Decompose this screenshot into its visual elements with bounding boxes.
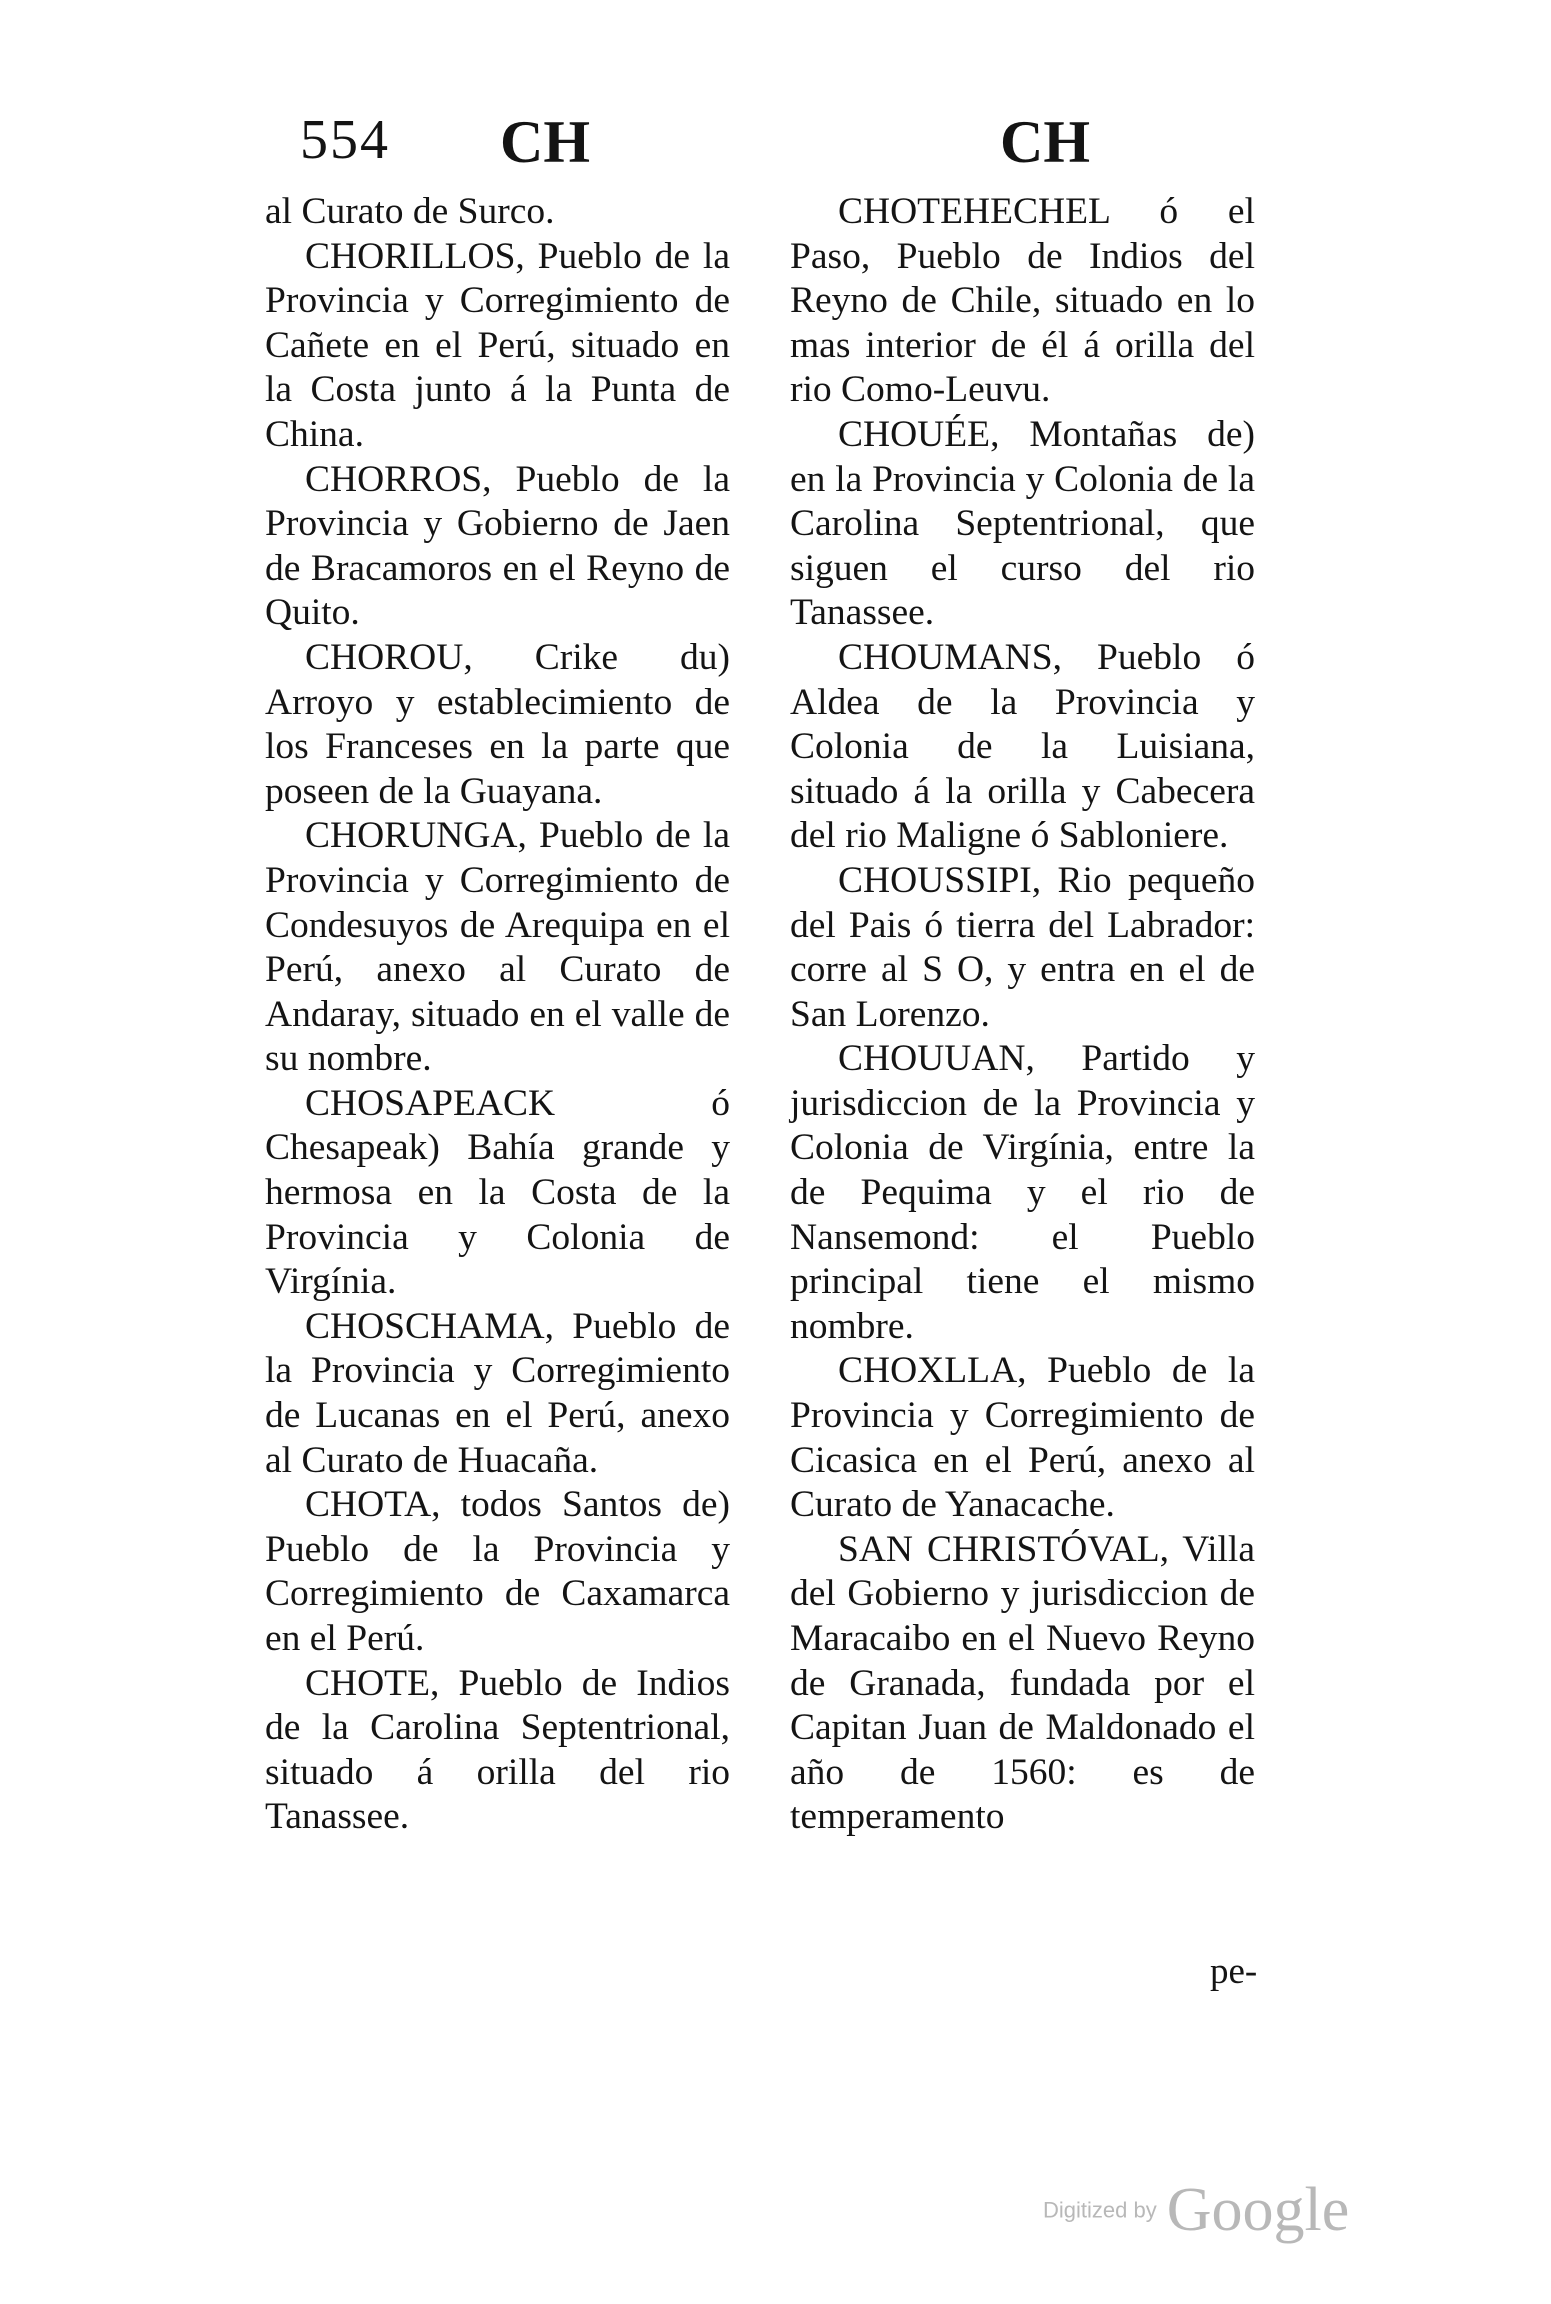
entry-chorunga: CHORUNGA, Pueblo de la Provincia y Corregimiento de Condesuyos de Arequipa en el Perú, anexo al Curato de Andaray, situado en el valle de su nombre. — [265, 815, 730, 1080]
entry-san-christoval: SAN CHRISTÓVAL, Villa del Gobierno y jurisdiccion de Maracaibo en el Nuevo Reyno de Granada, fundada por el Capitan Juan de Maldonado el año de 1560: es de temperamento — [790, 1528, 1255, 1838]
right-column — [790, 190, 1255, 1840]
running-head-right: CH — [1000, 109, 1090, 175]
entry-choumans: CHOUMANS, Pueblo ó Aldea de la Provincia y Colonia de la Luisiana, situado á la orilla y Cabecera del rio Maligne ó Sabloniere. — [790, 636, 1255, 857]
entry-chouee: CHOUÉE, Montañas de) en la Provincia y Colonia de la Carolina Septentrional, que siguen el curso del rio Tanassee. — [790, 413, 1255, 634]
entry-chotehechel: CHOTEHECHEL ó el Paso, Pueblo de Indios del Reyno de Chile, situado en lo mas interior de él á orilla del rio Como-Leuvu. — [790, 191, 1255, 411]
page-header — [0, 108, 1551, 188]
entry-chota: CHOTA, todos Santos de) Pueblo de la Provincia y Corregimiento de Caxamarca en el Perú. — [265, 1484, 730, 1659]
entry-choussipi: CHOUSSIPI, Rio pequeño del Pais ó tierra del Labrador: corre al S O, y entra en el de San Lorenzo. — [790, 859, 1255, 1035]
page-number: 554 — [300, 109, 390, 171]
catchword: pe- — [1210, 1951, 1258, 1992]
entry-choxlla: CHOXLLA, Pueblo de la Provincia y Corregimiento de Cicasica en el Perú, anexo al Curato de Yanacache. — [790, 1350, 1255, 1526]
entry-chouuan: CHOUUAN, Partido y jurisdiccion de la Provincia y Colonia de Virgínia, entre la de Pequima y el rio de Nansemond: el Pueblo principal tiene el mismo nombre. — [790, 1038, 1255, 1347]
entry-choschama: CHOSCHAMA, Pueblo de la Provincia y Corregimiento de Lucanas en el Perú, anexo al Curato de Huacaña. — [265, 1305, 730, 1481]
entry-continuation: al Curato de Surco. — [265, 191, 555, 232]
entry-chote: CHOTE, Pueblo de Indios de la Carolina Septentrional, situado á orilla del rio Tanassee. — [265, 1662, 730, 1838]
entry-chosapeack: CHOSAPEACK ó Chesapeak) Bahía grande y hermosa en la Costa de la Provincia y Colonia de Virgínia. — [265, 1082, 730, 1303]
digitized-by-text: Digitized by — [1043, 2197, 1157, 2223]
left-column — [265, 190, 730, 1840]
entry-chorou: CHOROU, Crike du) Arroyo y establecimiento de los Franceses en la parte que poseen de la Guayana. — [265, 636, 730, 812]
digitized-by-google-watermark — [1043, 2175, 1349, 2246]
running-head-left: CH — [500, 109, 590, 175]
entry-chorros: CHORROS, Pueblo de la Provincia y Gobierno de Jaen de Bracamoros en el Reyno de Quito. — [265, 458, 730, 634]
google-logo: Google — [1166, 2176, 1350, 2244]
entry-chorillos: CHORILLOS, Pueblo de la Provincia y Corregimiento de Cañete en el Perú, situado en la Costa junto á la Punta de China. — [265, 235, 730, 455]
